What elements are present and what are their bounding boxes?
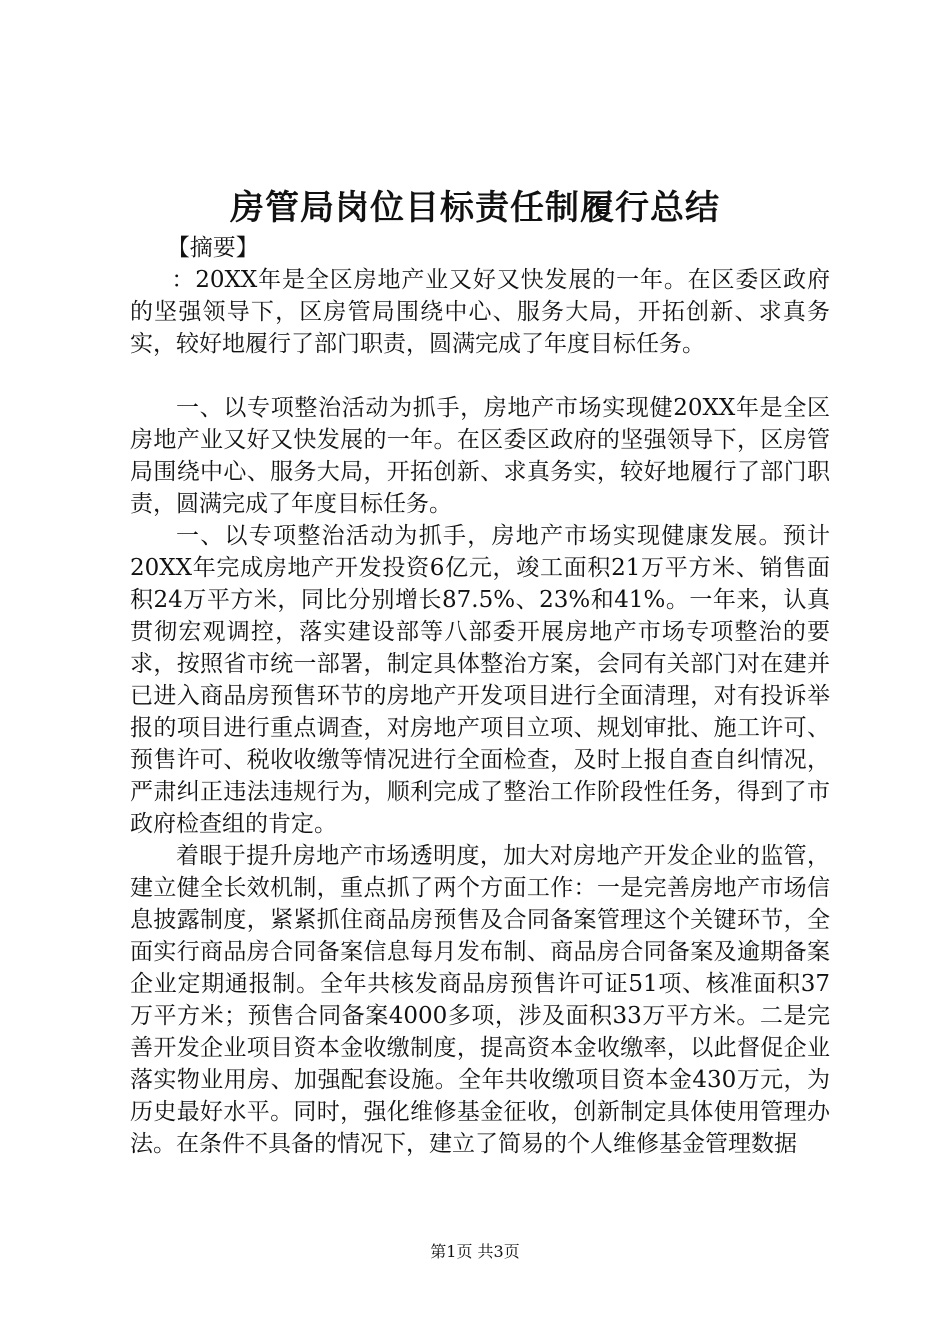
abstract-heading: 【摘要】	[166, 235, 259, 261]
document-title: 房管局岗位目标责任制履行总结	[230, 188, 720, 228]
body-paragraph-1: 一、以专项整治活动为抓手，房地产市场实现健20XX年是全区房地产业又好又快发展的一年。在区委区政府的坚强领导下，区房管局围绕中心、服务大局，开拓创新、求真务实，较好地履行了部门职责，圆满完成了年度目标任务。	[130, 395, 830, 517]
paragraph-gap	[130, 360, 830, 392]
body-paragraph-3: 着眼于提升房地产市场透明度，加大对房地产开发企业的监管，建立健全长效机制，重点抓了两个方面工作：一是完善房地产市场信息披露制度，紧紧抓住商品房预售及合同备案管理这个关键环节，全面实行商品房合同备案信息每月发布制、商品房合同备案及逾期备案企业定期通报制。全年共核发商品房预售许可证51项、核准面积37万平方米；预售合同备案4000多项，涉及面积33万平方米。二是完善开发企业项目资本金收缴制度，提高资本金收缴率，以此督促企业落实物业用房、加强配套设施。全年共收缴项目资本金430万元，为历史最好水平。同时，强化维修基金征收，创新制定具体使用管理办法。在条件不具备的情况下，建立了简易的个人维修基金管理数据	[130, 843, 830, 1157]
body-paragraph-2: 一、以专项整治活动为抓手，房地产市场实现健康发展。预计20XX年完成房地产开发投资6亿元，竣工面积21万平方米、销售面积24万平方米，同比分别增长87.5%、23%和41%。一年来，认真贯彻宏观调控，落实建设部等八部委开展房地产市场专项整治的要求，按照省市统一部署，制定具体整治方案，会同有关部门对在建并已进入商品房预售环节的房地产开发项目进行全面清理，对有投诉举报的项目进行重点调查，对房地产项目立项、规划审批、施工许可、预售许可、税收收缴等情况进行全面检查，及时上报自查自纠情况，严肃纠正违法违规行为，顺利完成了整治工作阶段性任务，得到了市政府检查组的肯定。	[130, 523, 830, 837]
abstract-paragraph: ：20XX年是全区房地产业又好又快发展的一年。在区委区政府的坚强领导下，区房管局围绕中心、服务大局，开拓创新、求真务实，较好地履行了部门职责，圆满完成了年度目标任务。	[130, 267, 830, 357]
document-body	[130, 232, 830, 1160]
page-number-footer: 第1页 共3页	[430, 1242, 520, 1261]
